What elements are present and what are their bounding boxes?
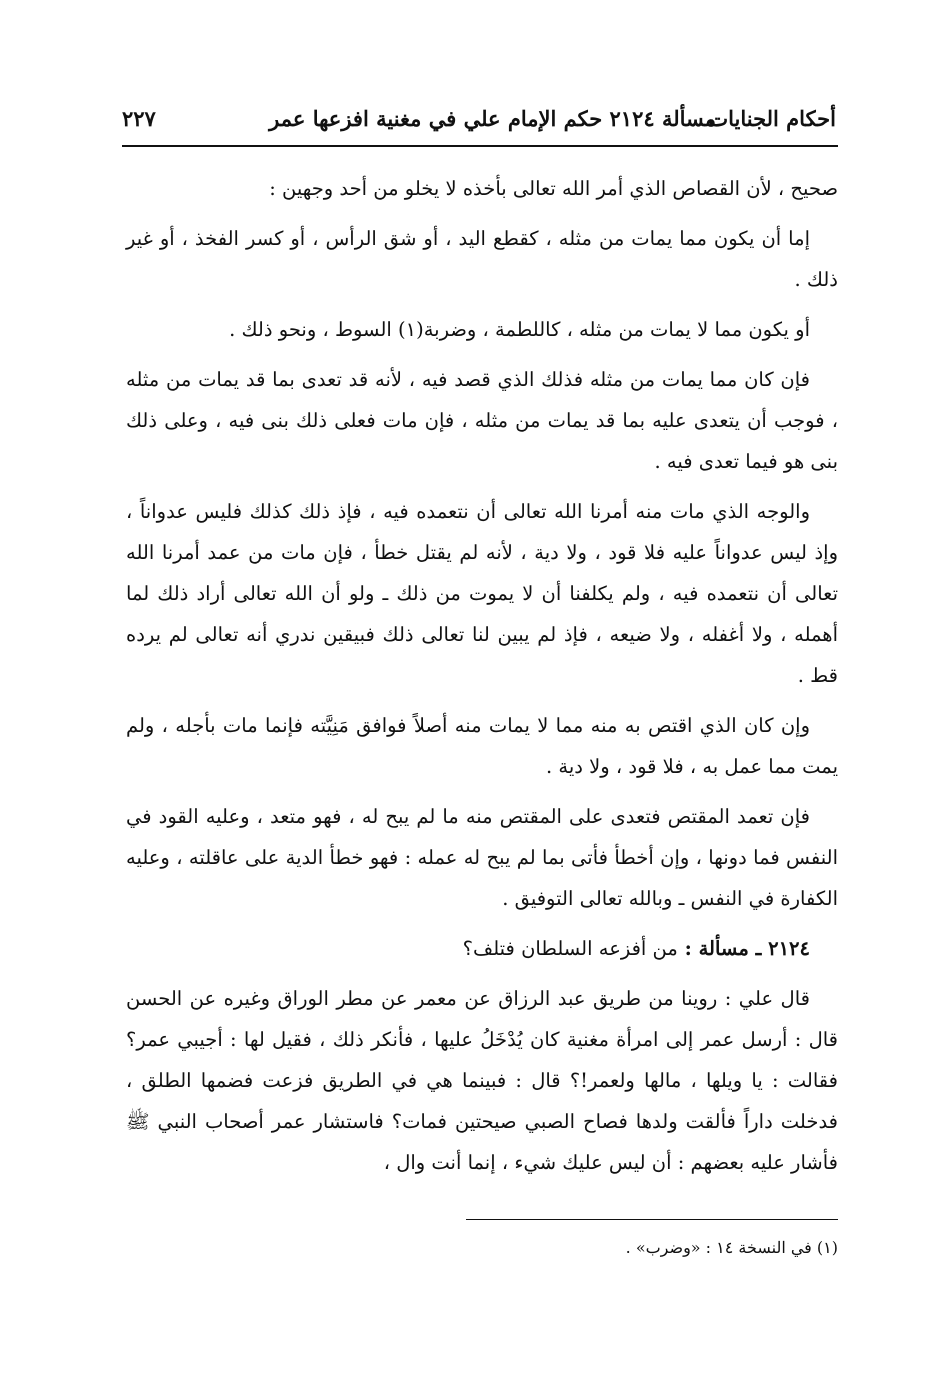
- issue-question: من أفزعه السلطان فتلف؟: [462, 937, 678, 960]
- header-rule: [122, 145, 838, 147]
- paragraph: أو يكون مما لا يمات من مثله ، كاللطمة ، وضربة(١) السوط ، ونحو ذلك .: [229, 318, 810, 341]
- page-number: ٢٢٧: [122, 106, 156, 131]
- paragraph: فإن تعمد المقتص فتعدى على المقتص منه ما لم يبح له ، فهو متعد ، وعليه القود في النفس فما دونها ، وإن أخطأ فأتى بما لم يبح له عمله : فهو خطأ الدية على عاقلته ، وعليه الكفارة في النفس ـ وبالله تعالى التوفيق .: [126, 805, 838, 910]
- issue-label: مسألة :: [684, 937, 749, 960]
- issue-heading: [126, 928, 838, 969]
- footnote: (١) في النسخة ١٤ : «وضرب» .: [625, 1238, 838, 1257]
- paragraph: إما أن يكون مما يمات من مثله ، كقطع اليد ، أو شق الرأس ، أو كسر الفخذ ، أو غير ذلك .: [126, 227, 838, 291]
- book-title: أحكام الجنايات: [708, 106, 836, 131]
- issue-title: مسألة ٢١٢٤ حكم الإمام علي في مغنية افزعها عمر: [269, 106, 716, 131]
- paragraph: صحيح ، لأن القصاص الذي أمر الله تعالى بأخذه لا يخلو من أحد وجهين :: [269, 177, 838, 200]
- paragraph: والوجه الذي مات منه أمرنا الله تعالى أن نتعمده فيه ، فإذ ذلك كذلك فليس عدواناً ، وإذ ليس عدواناً عليه فلا قود ، ولا دية ، لأنه لم يقتل خطأ ، فإن مات من عمد أمرنا الله تعالى أن نتعمده فيه ، ولم يكلفنا أن لا يموت من ذلك ـ ولو أن الله تعالى أراد ذلك لما أهمله ، ولا أغفله ، ولا ضيعه ، فإذ لم يبين لنا تعالى ذلك فبيقين ندري أنه تعالى لم يرده قط .: [126, 500, 838, 687]
- running-header: [122, 100, 836, 140]
- paragraph: فإن كان مما يمات من مثله فذلك الذي قصد فيه ، لأنه قد تعدى بما قد يمات من مثله ، فوجب أن يتعدى عليه بما قد يمات من مثله ، فإن مات فعلى ذلك بنى فيه ، وعلى ذلك بنى هو فيما تعدى فيه .: [126, 368, 838, 473]
- main-text: [126, 168, 838, 1192]
- issue-number: ٢١٢٤ ـ: [755, 937, 810, 960]
- footnote-rule: [466, 1219, 838, 1220]
- paragraph: وإن كان الذي اقتص به منه مما لا يمات منه أصلاً فوافق مَنِيَّته فإنما مات بأجله ، ولم يمت مما عمل به ، فلا قود ، ولا دية .: [126, 714, 838, 778]
- narration-paragraph: قال علي : روينا من طريق عبد الرزاق عن معمر عن مطر الوراق وغيره عن الحسن قال : أرسل عمر إلى امرأة مغنية كان يُدْخَلُ عليها ، فأنكر ذلك ، فقيل لها : أجيبي عمر؟ فقالت : يا ويلها ، مالها ولعمر!؟ قال : فبينما هي في الطريق فزعت فضمها الطلق ، فدخلت داراً فألقت ولدها فصاح الصبي صيحتين فمات؟ فاستشار عمر أصحاب النبي ﷺ فأشار عليه بعضهم : أن ليس عليك شيء ، إنما أنت وال ،: [126, 987, 838, 1174]
